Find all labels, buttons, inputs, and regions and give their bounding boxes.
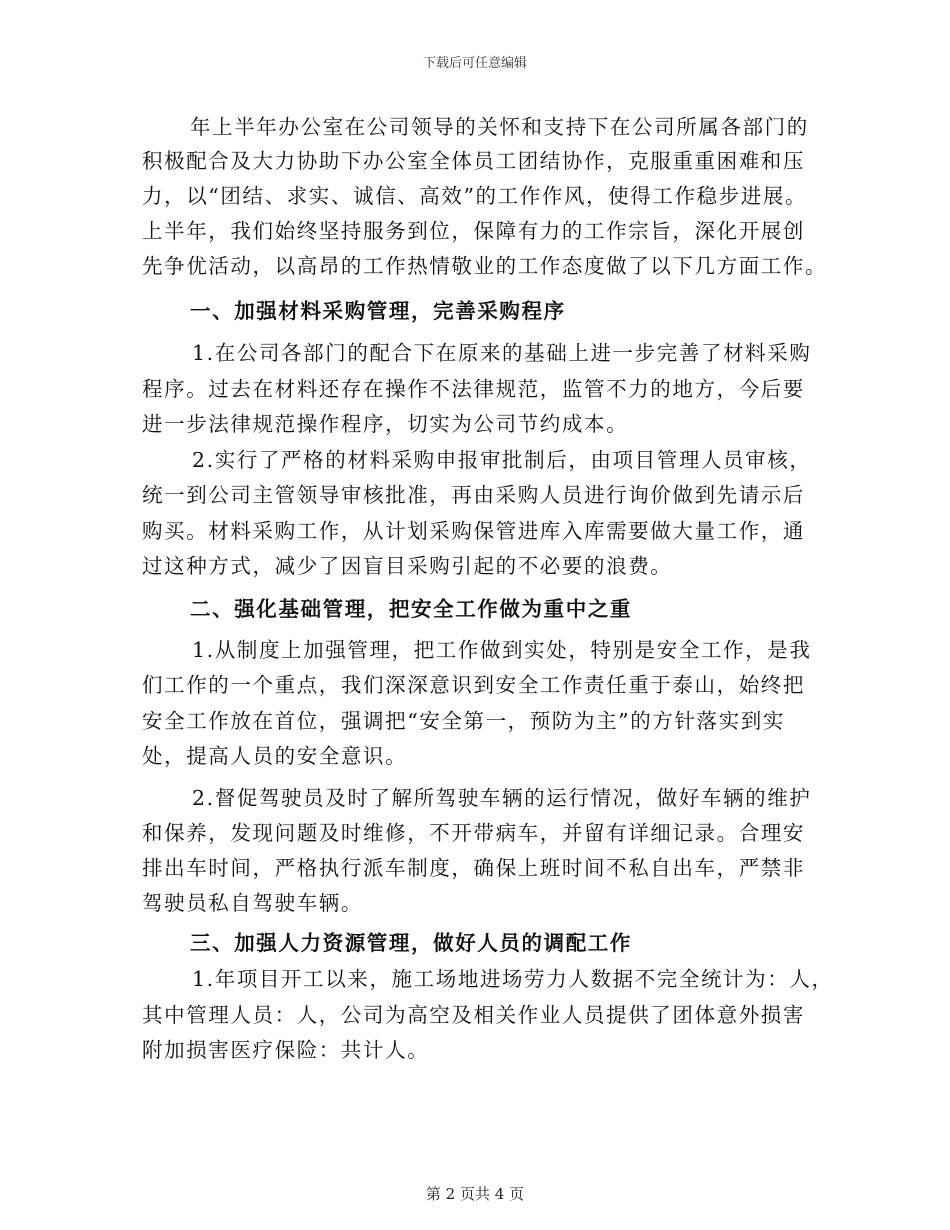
section-heading: 一、加强材料采购管理，完善采购程序: [190, 299, 566, 323]
intro-line: 力，以“团结、求实、诚信、高效”的工作作风，使得工作稳步进展。: [142, 184, 808, 208]
section-heading: 二、强化基础管理，把安全工作做为重中之重: [190, 597, 632, 621]
intro-line: 先争优活动，以高昂的工作热情敬业的工作态度做了以下几方面工作。: [142, 254, 828, 278]
intro-line: 积极配合及大力协助下办公室全体员工团结协作，克服重重困难和压: [142, 149, 805, 173]
paragraph-line: 排出车时间，严格执行派车制度，确保上班时间不私自出车，严禁非: [142, 856, 805, 880]
paragraph-line: 们工作的一个重点，我们深深意识到安全工作责任重于泰山，始终把: [142, 673, 805, 697]
paragraph-line: 1.年项目开工以来，施工场地进场劳力人数据不完全统计为：人，: [192, 967, 834, 991]
paragraph-line: 进一步法律规范操作程序，切实为公司节约成本。: [142, 412, 629, 436]
page-header: 下载后可任意编辑: [422, 56, 527, 71]
paragraph-line: 处，提高人员的安全意识。: [142, 744, 408, 768]
paragraph-line: 程序。过去在材料还存在操作不法律规范，监管不力的地方，今后要: [142, 377, 805, 401]
paragraph-line: 和保养，发现问题及时维修，不开带病车，并留有详细记录。合理安: [142, 821, 805, 845]
paragraph-line: 2.督促驾驶员及时了解所驾驶车辆的运行情况，做好车辆的维护: [192, 786, 812, 810]
paragraph-line: 安全工作放在首位，强调把“安全第一，预防为主”的方针落实到实: [142, 709, 785, 733]
paragraph-line: 统一到公司主管领导审核批准，再由采购人员进行询价做到先请示后: [142, 483, 805, 507]
intro-line: 上半年，我们始终坚持服务到位，保障有力的工作宗旨，深化开展创: [142, 219, 805, 243]
paragraph-line: 2.实行了严格的材料采购申报审批制后，由项目管理人员审核，: [192, 448, 812, 472]
section-heading: 三、加强人力资源管理，做好人员的调配工作: [190, 931, 632, 955]
paragraph-line: 驾驶员私自驾驶车辆。: [142, 891, 363, 915]
paragraph-line: 附加损害医疗保险：共计人。: [142, 1038, 430, 1062]
paragraph-line: 1.从制度上加强管理，把工作做到实处，特别是安全工作，是我: [192, 638, 812, 662]
paragraph-line: 1.在公司各部门的配合下在原来的基础上进一步完善了材料采购: [192, 341, 812, 365]
paragraph-line: 购买。材料采购工作，从计划采购保管进库入库需要做大量工作，通: [142, 519, 805, 543]
paragraph-line: 过这种方式，减少了因盲目采购引起的不必要的浪费。: [142, 554, 673, 578]
intro-line: 年上半年办公室在公司领导的关怀和支持下在公司所属各部门的: [190, 115, 809, 139]
paragraph-line: 其中管理人员：人，公司为高空及相关作业人员提供了团体意外损害: [142, 1003, 805, 1027]
page-footer: 第 2 页共 4 页: [425, 1185, 525, 1203]
